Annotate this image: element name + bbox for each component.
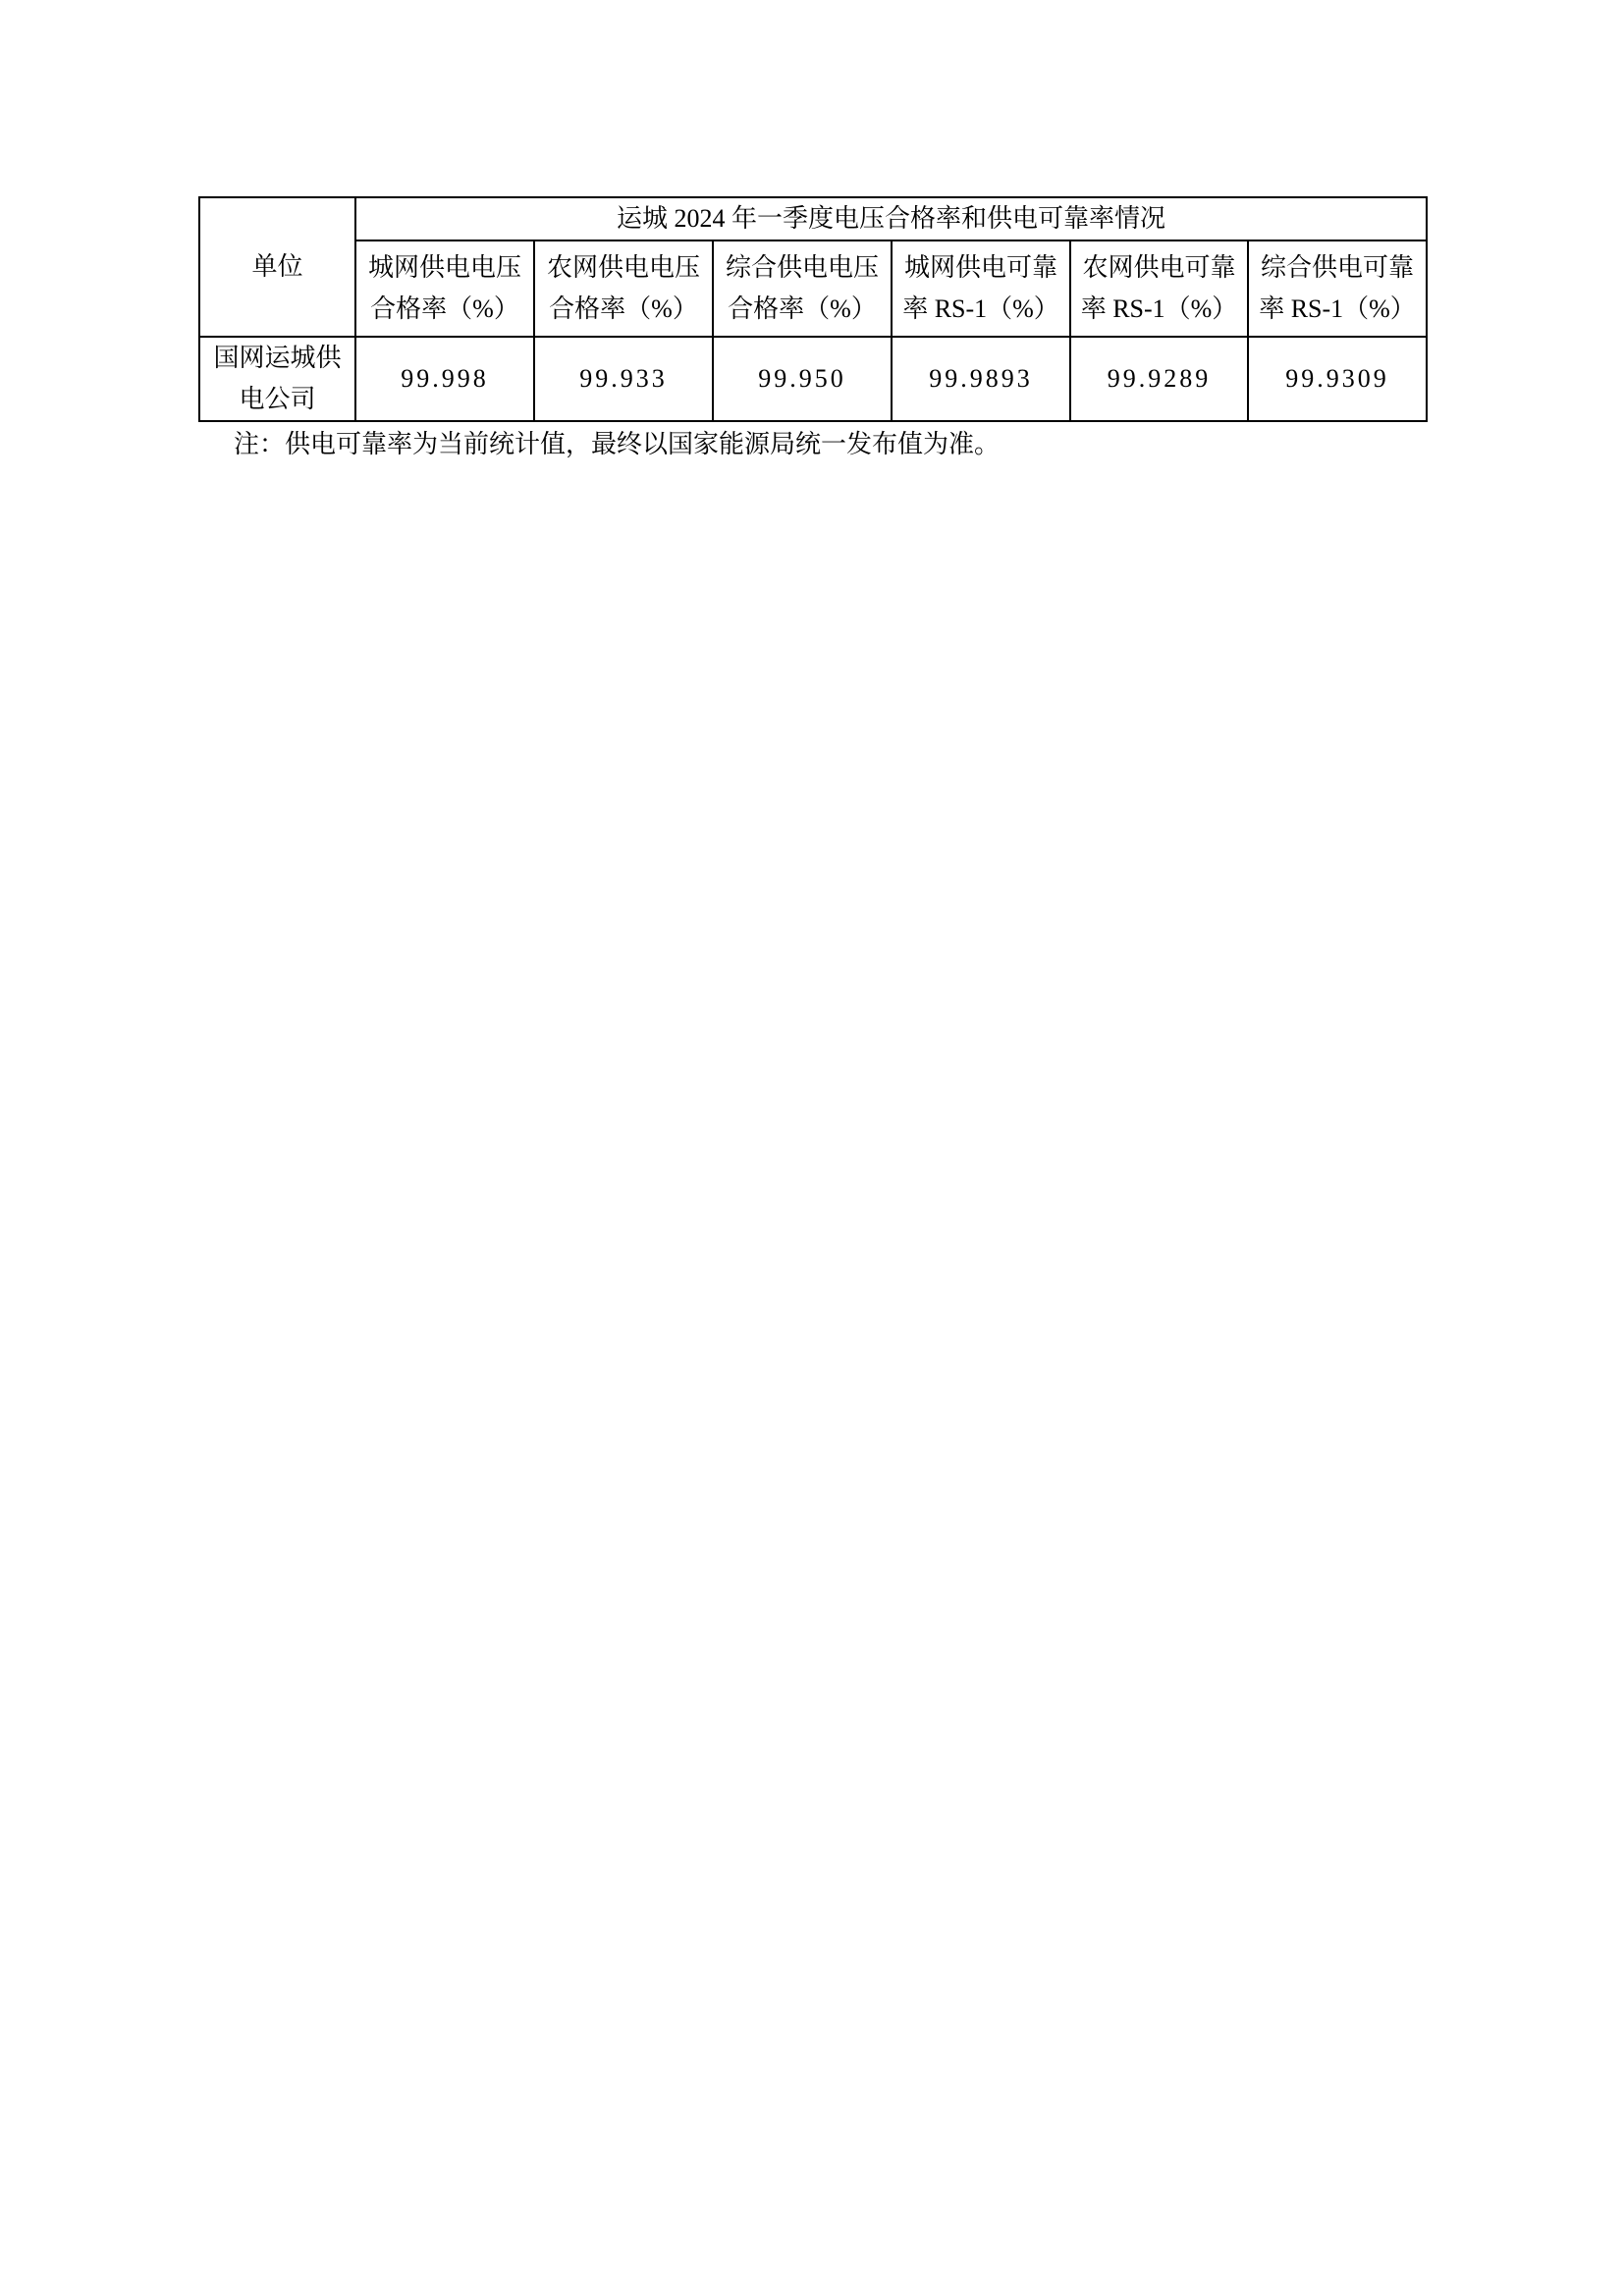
- col-header-overall-voltage: [713, 240, 892, 337]
- report-table: [198, 196, 1428, 422]
- col-header-line: 合格率（%）: [728, 294, 877, 323]
- footnote: 注：供电可靠率为当前统计值，最终以国家能源局统一发布值为准。: [234, 430, 1001, 458]
- unit-column-header: 单位: [199, 197, 355, 337]
- col-header-line: 综合供电电压: [725, 253, 879, 282]
- col-header-line: 农网供电电压: [546, 253, 700, 282]
- col-header-line: 率 RS-1（%）: [1080, 294, 1238, 323]
- table-title-row: [199, 197, 1427, 240]
- value-urban-voltage: 99.998: [355, 337, 534, 421]
- col-header-line: 率 RS-1（%）: [902, 294, 1059, 323]
- value-rural-reliability: 99.9289: [1070, 337, 1248, 421]
- unit-name-line: 电公司: [239, 385, 316, 413]
- col-header-line: 农网供电可靠: [1082, 253, 1236, 282]
- unit-name-cell: [199, 337, 355, 421]
- col-header-line: 合格率（%）: [549, 294, 698, 323]
- value-rural-voltage: 99.933: [534, 337, 713, 421]
- col-header-urban-voltage: [355, 240, 534, 337]
- col-header-line: 综合供电可靠: [1261, 253, 1415, 282]
- col-header-line: 城网供电电压: [367, 253, 521, 282]
- col-header-rural-voltage: [534, 240, 713, 337]
- col-header-urban-reliability: [892, 240, 1070, 337]
- table-header-row: [199, 240, 1427, 337]
- value-overall-reliability: 99.9309: [1248, 337, 1427, 421]
- col-header-line: 合格率（%）: [370, 294, 519, 323]
- col-header-overall-reliability: [1248, 240, 1427, 337]
- value-urban-reliability: 99.9893: [892, 337, 1070, 421]
- col-header-rural-reliability: [1070, 240, 1248, 337]
- table-title: 运城 2024 年一季度电压合格率和供电可靠率情况: [355, 197, 1427, 240]
- col-header-line: 城网供电可靠: [903, 253, 1057, 282]
- unit-name-line: 国网运城供: [213, 344, 342, 372]
- value-overall-voltage: 99.950: [713, 337, 892, 421]
- table-data-row: [199, 337, 1427, 421]
- col-header-line: 率 RS-1（%）: [1259, 294, 1416, 323]
